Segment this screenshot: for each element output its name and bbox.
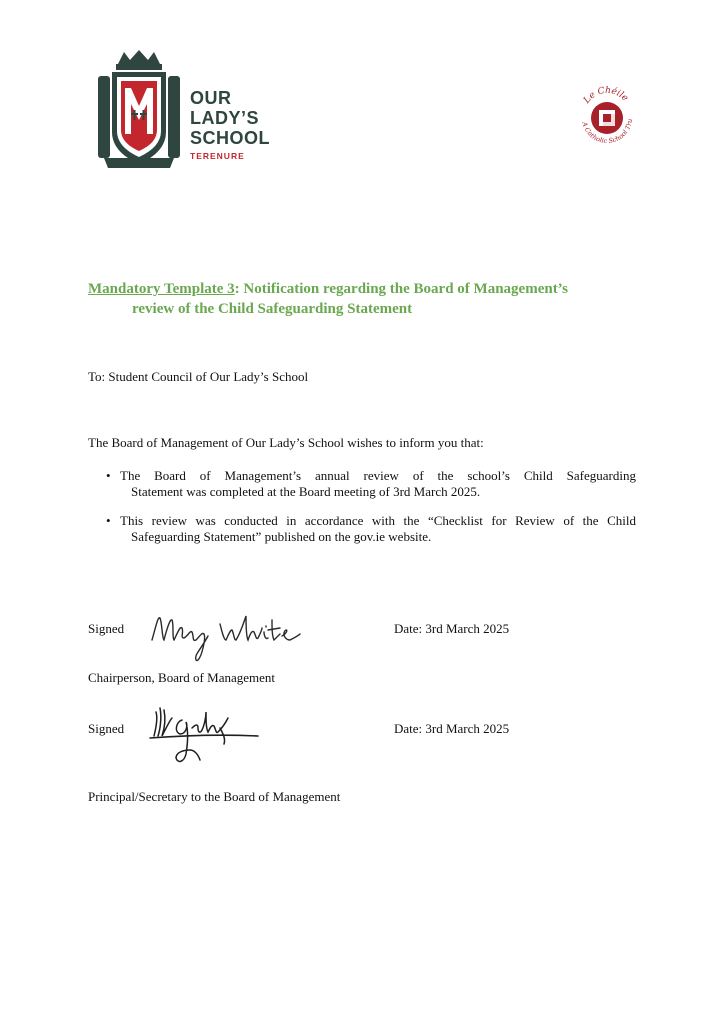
signatory-role-1: Chairperson, Board of Management [88,670,276,685]
school-logo [94,48,274,172]
trust-logo-bottom-text: A Catholic School Tru [580,118,635,146]
school-name-line-1: OUR [190,88,232,108]
school-name-line-2: LADY’S [190,108,260,128]
signed-label-1: Signed [88,621,125,636]
trust-logo [574,84,640,150]
title-line-2: review of the Child Safeguarding Statement [132,301,413,317]
date-label-1: Date: 3rd March 2025 [394,621,510,636]
recipient-line: To: Student Council of Our Lady’s School [88,369,309,384]
document-title [88,279,648,319]
bullet-dot-icon: • [106,468,111,483]
chairperson-signature [148,606,304,666]
template-label: Mandatory Template 3 [88,281,235,297]
signed-label-2: Signed [88,721,125,736]
trust-logo-top-text: Le Chéile [582,85,630,106]
bullet-line-1: The Board of Management’s annual review of the school’s Child Safeguarding [120,468,636,483]
bullet-item [106,468,636,500]
bullet-line-1: This review was conducted in accordance with the “Checklist for Review of the Child [120,513,636,528]
school-name-line-3: SCHOOL [190,128,271,148]
school-name [190,88,270,161]
bullet-line-2: Statement was completed at the Board meeting of 3rd March 2025. [131,484,481,499]
bullet-line-2: Safeguarding Statement” published on the gov.ie website. [131,529,432,544]
intro-text: The Board of Management of Our Lady’s School wishes to inform you that: [88,435,484,450]
signatory-role-2: Principal/Secretary to the Board of Management [88,789,341,804]
school-crest-icon [94,48,184,172]
date-label-2: Date: 3rd March 2025 [394,721,510,736]
school-location: TERENURE [190,151,245,161]
principal-signature [146,698,266,770]
bullet-item [106,513,636,545]
title-line-1: : Notification regarding the Board of Management’s [234,281,568,297]
bullet-list [106,468,636,558]
bullet-dot-icon: • [106,513,111,528]
